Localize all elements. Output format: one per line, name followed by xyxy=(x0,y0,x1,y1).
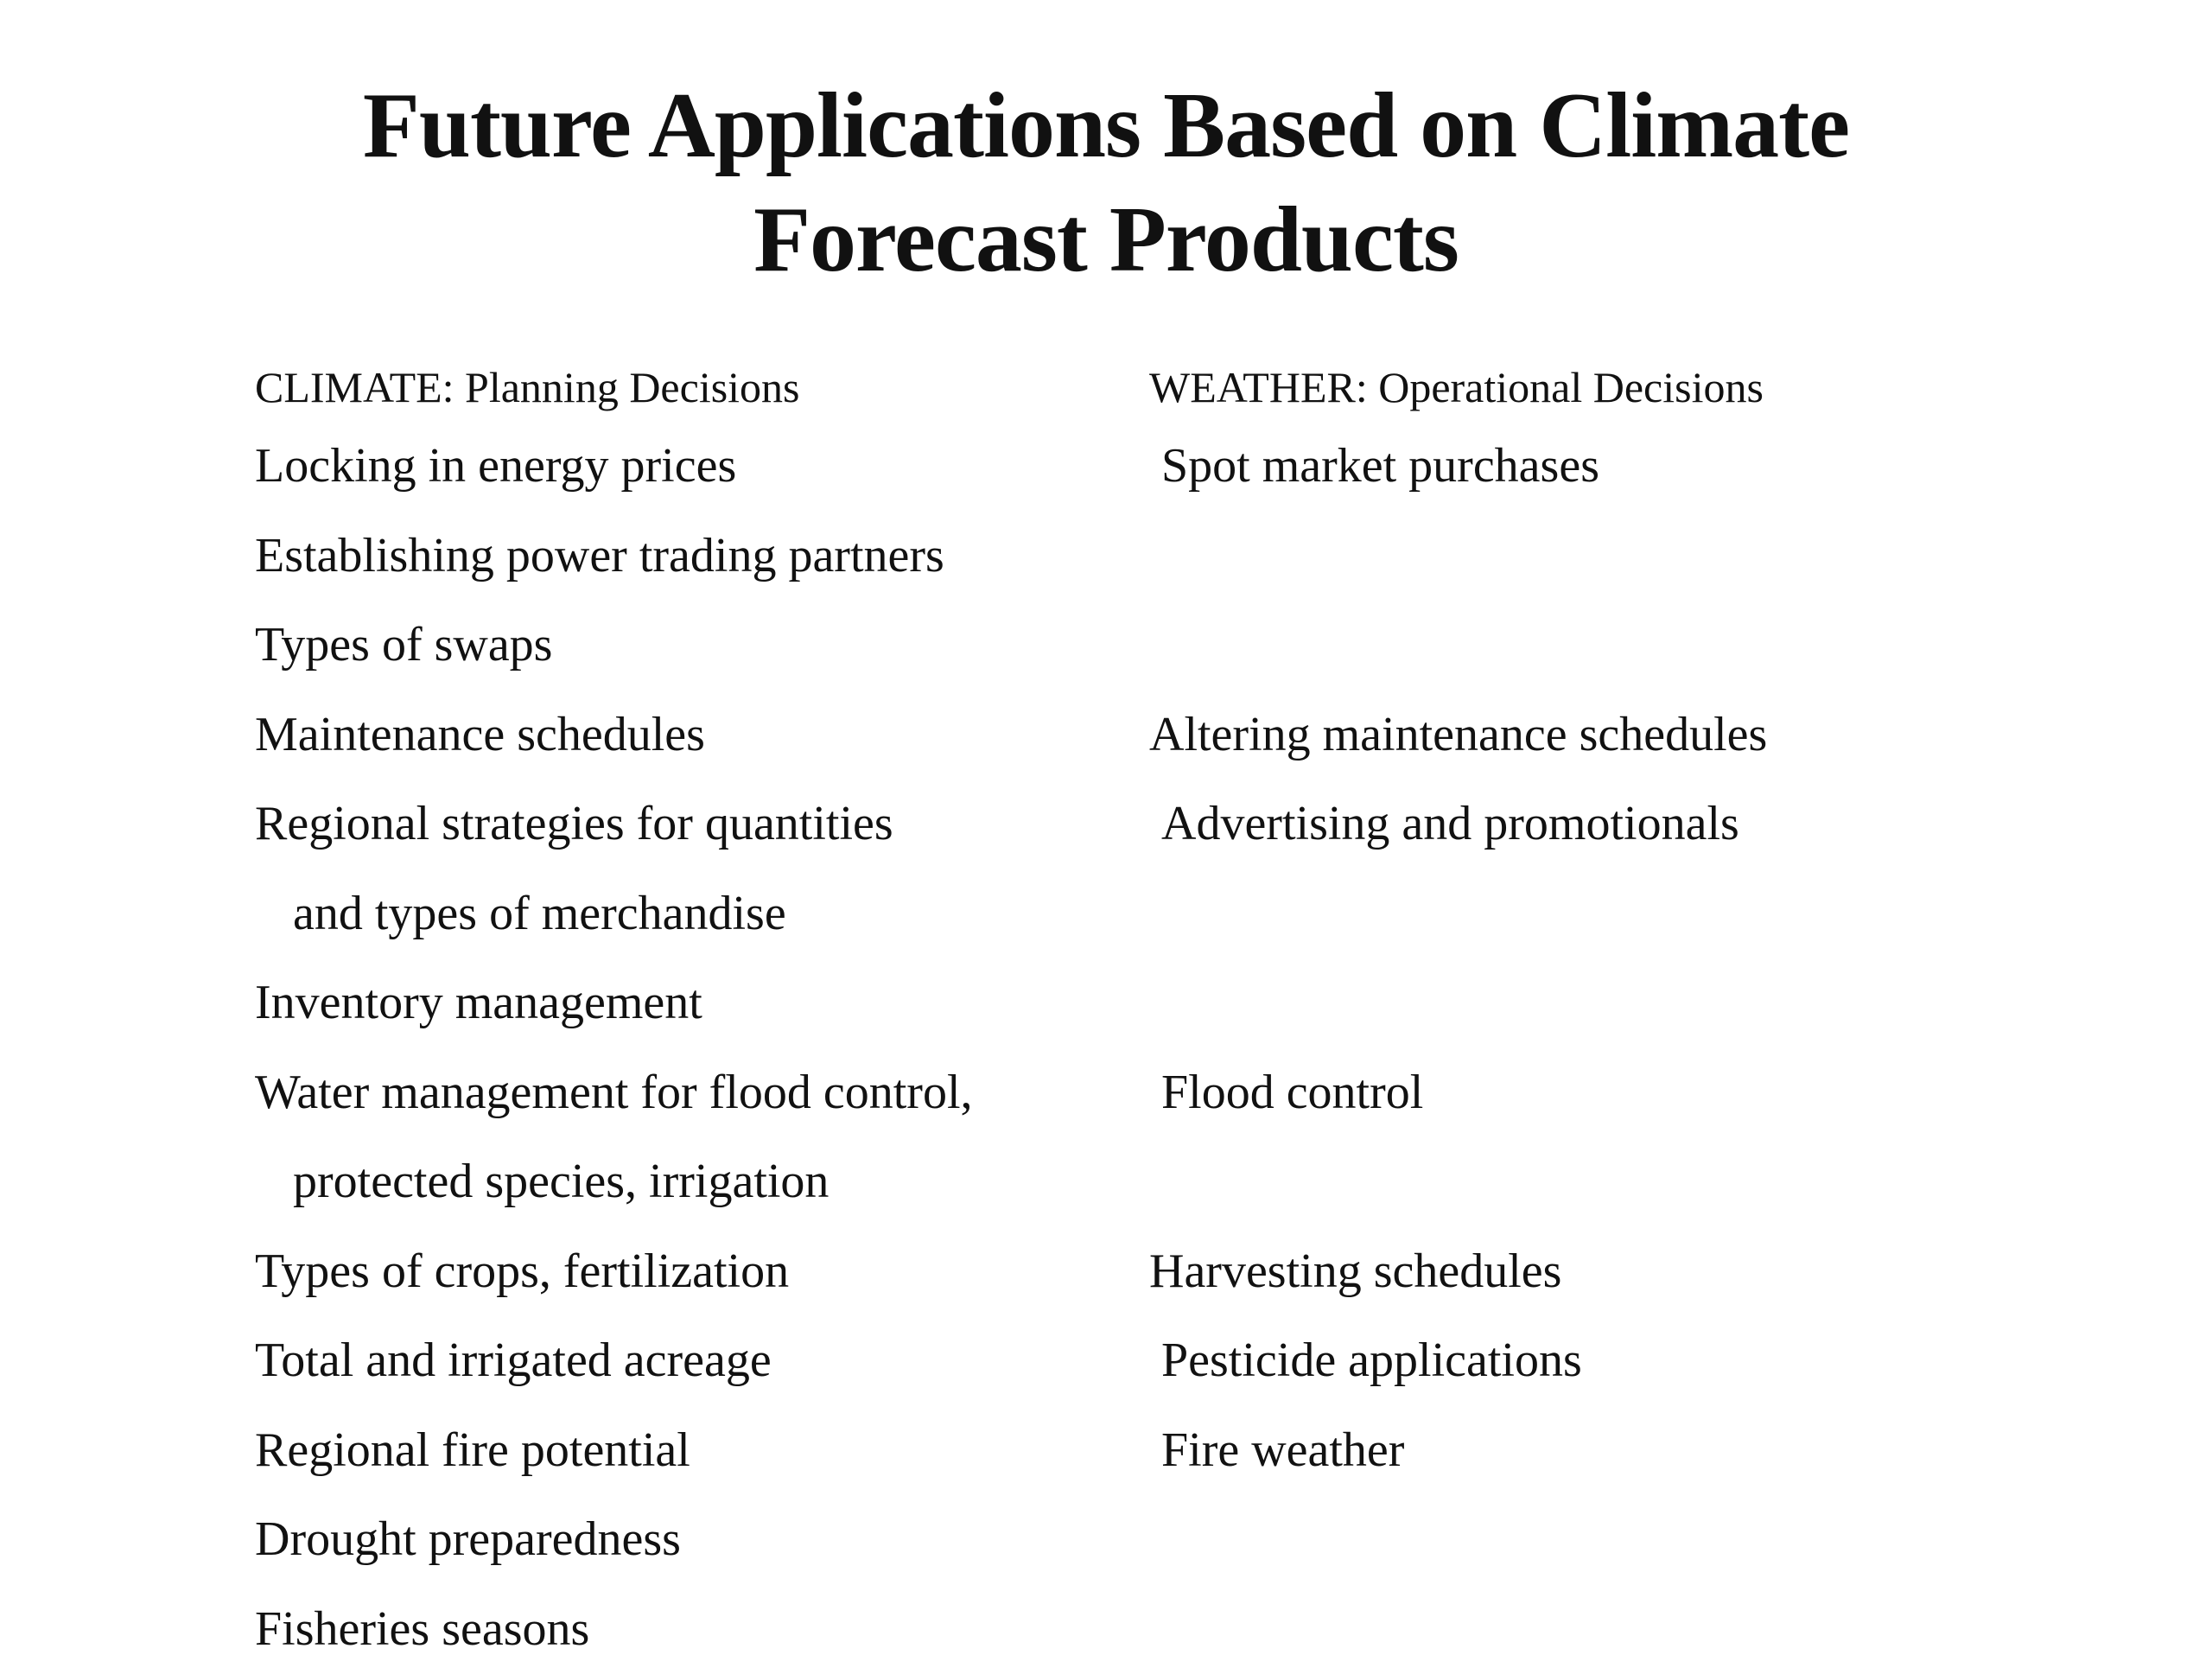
weather-item: Fire weather xyxy=(1149,1406,1767,1496)
slide-title-line-1: Future Applications Based on Climate xyxy=(0,69,2212,183)
climate-item: Establishing power trading partners xyxy=(255,512,973,601)
climate-column xyxy=(255,353,973,1674)
climate-item: Regional fire potential xyxy=(255,1406,973,1496)
climate-column-header: CLIMATE: Planning Decisions xyxy=(255,353,973,422)
slide-title-line-2: Forecast Products xyxy=(0,183,2212,297)
weather-item-empty xyxy=(1149,512,1767,601)
climate-item: Maintenance schedules xyxy=(255,691,973,780)
weather-item-empty xyxy=(1149,1495,1767,1585)
climate-item: Inventory management xyxy=(255,958,973,1048)
weather-item: Flood control xyxy=(1149,1048,1767,1138)
climate-item-continuation: protected species, irrigation xyxy=(255,1137,973,1227)
weather-item-empty xyxy=(1149,601,1767,691)
weather-item: Spot market purchases xyxy=(1149,422,1767,512)
weather-item: Pesticide applications xyxy=(1149,1316,1767,1406)
weather-item-empty xyxy=(1149,1137,1767,1227)
climate-item: Total and irrigated acreage xyxy=(255,1316,973,1406)
climate-item: Types of swaps xyxy=(255,601,973,691)
climate-item: Regional strategies for quantities xyxy=(255,780,973,869)
weather-item-empty xyxy=(1149,1585,1767,1674)
climate-item-continuation: and types of merchandise xyxy=(255,869,973,959)
weather-item: Advertising and promotionals xyxy=(1149,780,1767,869)
climate-item: Water management for flood control, xyxy=(255,1048,973,1138)
weather-column xyxy=(1149,353,1767,1674)
weather-item: Altering maintenance schedules xyxy=(1149,691,1767,780)
climate-item: Fisheries seasons xyxy=(255,1585,973,1674)
weather-column-header: WEATHER: Operational Decisions xyxy=(1149,353,1767,422)
slide-title xyxy=(0,69,2212,297)
weather-item-empty xyxy=(1149,869,1767,959)
climate-item: Drought preparedness xyxy=(255,1495,973,1585)
climate-item: Types of crops, fertilization xyxy=(255,1227,973,1317)
weather-item: Harvesting schedules xyxy=(1149,1227,1767,1317)
climate-item: Locking in energy prices xyxy=(255,422,973,512)
weather-item-empty xyxy=(1149,958,1767,1048)
